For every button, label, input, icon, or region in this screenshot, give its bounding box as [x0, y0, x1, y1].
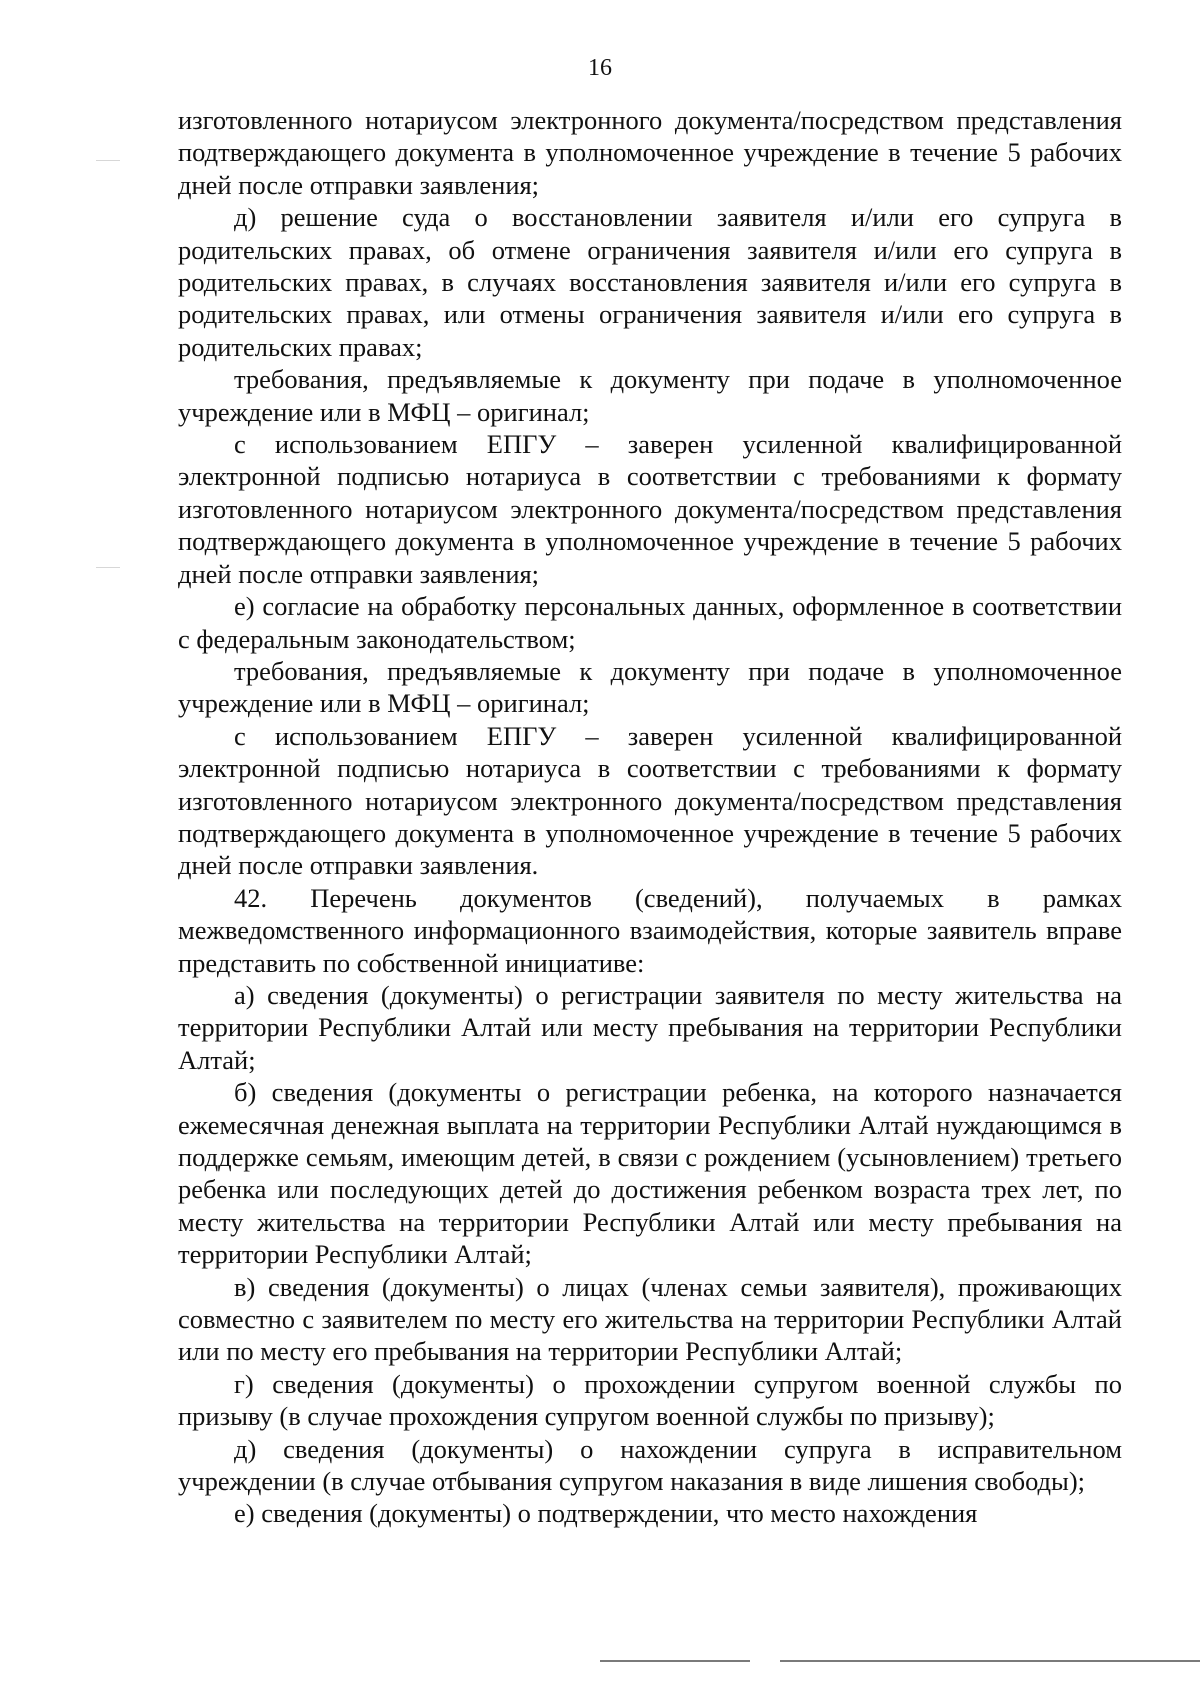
paragraph: г) сведения (документы) о прохождении супругом военной службы по призыву (в случае прохождения супругом военной службы по призыву);: [178, 1368, 1122, 1432]
paragraph: е) сведения (документы) о подтверждении, что место нахождения: [234, 1498, 978, 1529]
scan-margin-mark: [96, 567, 120, 568]
paragraph: 42. Перечень документов (сведений), получаемых в рамках межведомственного информационного взаимодействия, которые заявитель вправе представить по собственной инициативе:: [178, 882, 1122, 978]
paragraph: д) решение суда о восстановлении заявителя и/или его супруга в родительских правах, об отмене ограничения заявителя и/или его супруга в родительских правах, в случаях восстановления заявителя и/или его супруга в родительских правах, или отмены ограничения заявителя и/или его супруга в родительских правах;: [178, 202, 1122, 362]
paragraph: с использованием ЕПГУ – заверен усиленной квалифицированной электронной подписью нотариуса в соответствии с требованиями к формату изготовленного нотариусом электронного документа/посредством представления подтверждающего документа в уполномоченное учреждение в течение 5 рабочих дней после отправки заявления;: [178, 429, 1122, 589]
paragraph: д) сведения (документы) о нахождении супруга в исправительном учреждении (в случае отбывания супругом наказания в виде лишения свободы);: [178, 1433, 1122, 1497]
paragraph: в) сведения (документы) о лицах (членах семьи заявителя), проживающих совместно с заявителем по месту его жительства на территории Республики Алтай или по месту его пребывания на территории Республики Алтай;: [178, 1271, 1122, 1367]
paragraph: е) согласие на обработку персональных данных, оформленное в соответствии с федеральным законодательством;: [178, 591, 1122, 654]
scan-edge-line: [600, 1660, 750, 1662]
paragraph: б) сведения (документы о регистрации ребенка, на которого назначается ежемесячная денежная выплата на территории Республики Алтай нуждающимся в поддержке семьям, имеющим детей, в связи с рождением (усыновлением) третьего ребенка или последующих детей до достижения ребенком возраста трех лет, по месту жительства на территории Республики Алтай или месту пребывания на территории Республики Алтай;: [178, 1077, 1122, 1270]
document-body: [178, 104, 1122, 1530]
scan-edge-line: [780, 1660, 1200, 1662]
paragraph: а) сведения (документы) о регистрации заявителя по месту жительства на территории Республики Алтай или месту пребывания на территории Республики Алтай;: [178, 979, 1122, 1075]
paragraph: изготовленного нотариусом электронного документа/посредством представления подтверждающего документа в уполномоченное учреждение в течение 5 рабочих дней после отправки заявления;: [178, 105, 1122, 200]
page-number: 16: [588, 55, 612, 81]
paragraph: с использованием ЕПГУ – заверен усиленной квалифицированной электронной подписью нотариуса в соответствии с требованиями к формату изготовленного нотариусом электронного документа/посредством представления подтверждающего документа в уполномоченное учреждение в течение 5 рабочих дней после отправки заявления.: [178, 720, 1122, 881]
scan-margin-mark: [96, 160, 120, 161]
paragraph: требования, предъявляемые к документу при подаче в уполномоченное учреждение или в МФЦ – оригинал;: [178, 655, 1122, 719]
paragraph: требования, предъявляемые к документу при подаче в уполномоченное учреждение или в МФЦ – оригинал;: [178, 364, 1122, 427]
